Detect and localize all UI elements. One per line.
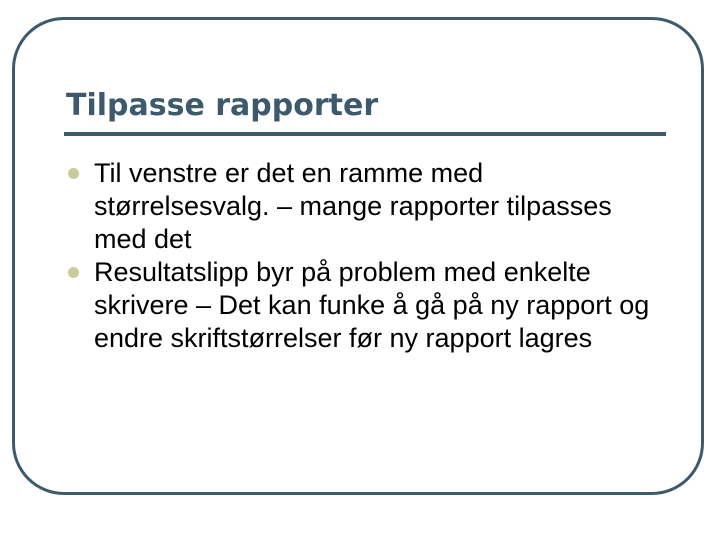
- bullet-list: [66, 157, 666, 355]
- bullet-text: Resultatslipp byr på problem med enkelte skrivere – Det kan funke å gå på ny rapport og endre skriftstørrelser før ny rapport lagres: [94, 257, 650, 353]
- bullet-text: Til venstre er det en ramme med størrelsesvalg. – mange rapporter tilpasses med det: [94, 158, 612, 254]
- bullet-dot-icon: [68, 267, 79, 278]
- title-underline: [64, 132, 666, 136]
- slide-title: Tilpasse rapporter: [66, 88, 379, 123]
- bullet-dot-icon: [68, 168, 79, 179]
- bullet-item: [66, 256, 666, 355]
- bullet-item: [66, 157, 666, 256]
